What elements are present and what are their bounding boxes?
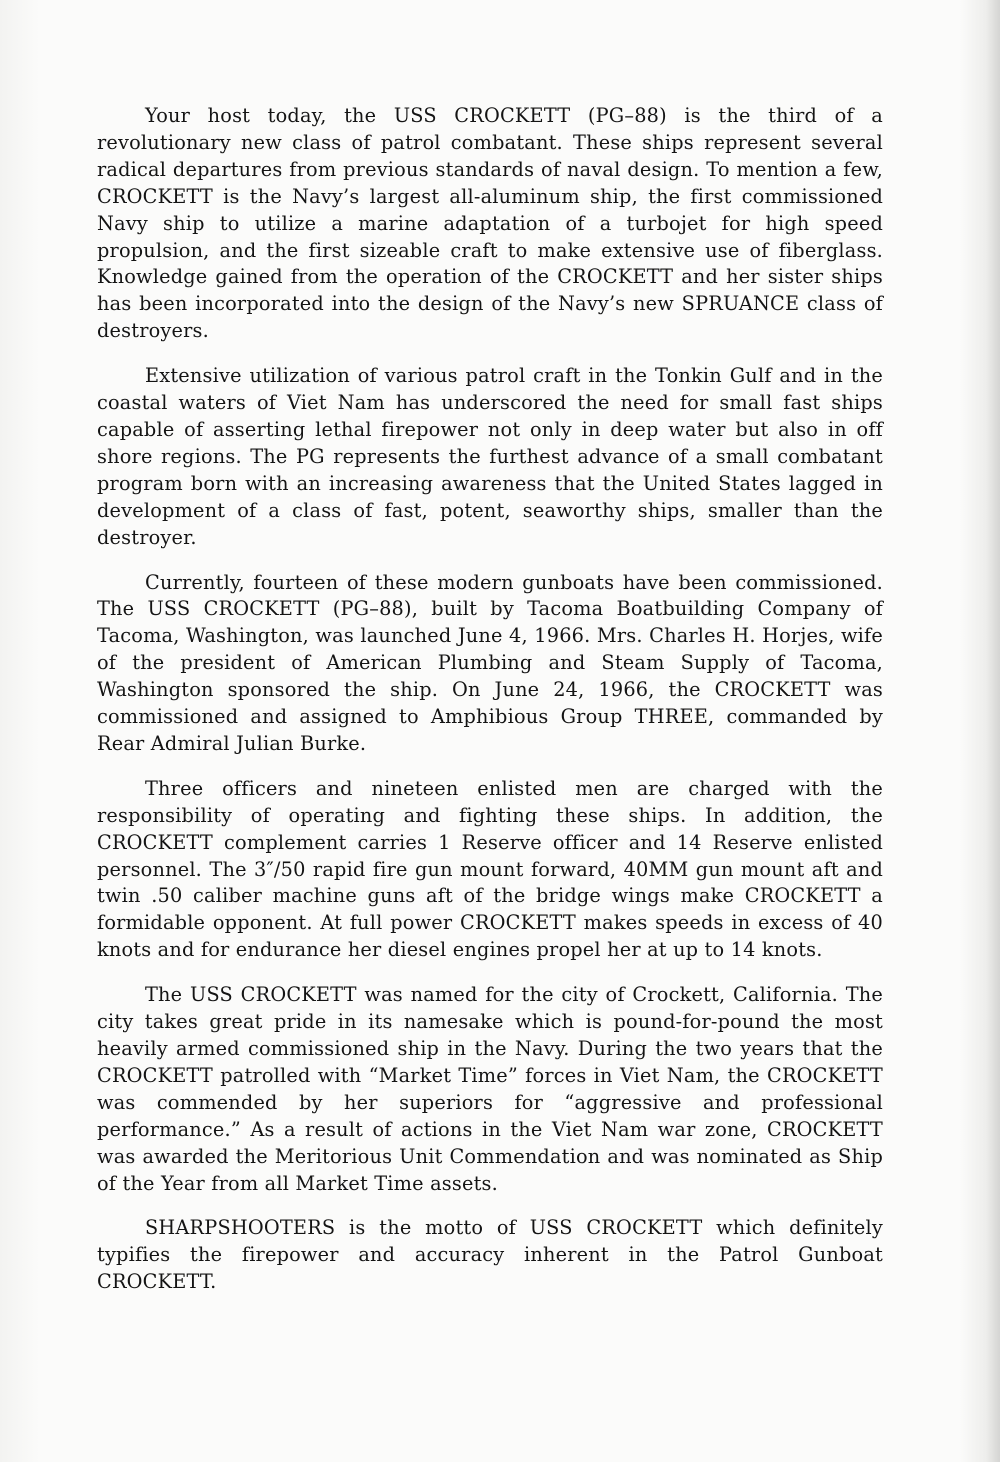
page-edge-shadow: [986, 0, 1000, 1462]
paragraph-patrol-craft: Extensive utilization of various patrol craft in the Tonkin Gulf and in the coastal waters of Viet Nam has underscored the need for small fast ships capable of asserting lethal firepower not only in deep water but also in off shore regions. The PG represents the furthest advance of a small combatant program born with an increasing awareness that the United States lagged in development of a class of fast, potent, seaworthy ships, smaller than the destroyer.: [97, 364, 883, 549]
paragraph-host-intro: Your host today, the USS CROCKETT (PG–88) is the third of a revolutionary new class of patrol combatant. These ships represent several radical departures from previous standards of naval design. To mention a few, CROCKETT is the Navy’s largest all-aluminum ship, the first commissioned Navy ship to utilize a marine adaptation of a turbojet for high speed propulsion, and the first sizeable craft to make extensive use of fiberglass. Knowledge gained from the operation of the CROCKETT and her sister ships has been incorporated into the design of the Navy’s new SPRUANCE class of destroyers.: [97, 104, 883, 343]
body-text: [97, 103, 883, 1296]
paragraph-namesake: The USS CROCKETT was named for the city of Crockett, California. The city takes great pride in its namesake which is pound-for-pound the most heavily armed commissioned ship in the Navy. During the two years that the CROCKETT patrolled with “Market Time” forces in Viet Nam, the CROCKETT was commended by her superiors for “aggressive and professional performance.” As a result of actions in the Viet Nam war zone, CROCKETT was awarded the Meritorious Unit Commendation and was nominated as Ship of the Year from all Market Time assets.: [97, 983, 883, 1195]
paragraph-commissioning: Currently, fourteen of these modern gunboats have been commissioned. The USS CROCKETT (PG–88), built by Tacoma Boatbuilding Company of Tacoma, Washington, was launched June 4, 1966. Mrs. Charles H. Horjes, wife of the president of American Plumbing and Steam Supply of Tacoma, Washington sponsored the ship. On June 24, 1966, the CROCKETT was commissioned and assigned to Amphibious Group THREE, commanded by Rear Admiral Julian Burke.: [97, 570, 883, 755]
paragraph-motto: SHARPSHOOTERS is the motto of USS CROCKETT which definitely typifies the firepower and accuracy inherent in the Patrol Gunboat CROCKETT.: [97, 1216, 883, 1294]
paragraph-crew-armament: Three officers and nineteen enlisted men are charged with the responsibility of operating and fighting these ships. In addition, the CROCKETT complement carries 1 Reserve officer and 14 Reserve enlisted personnel. The 3″/50 rapid fire gun mount forward, 40MM gun mount aft and twin .50 caliber machine guns aft of the bridge wings make CROCKETT a formidable opponent. At full power CROCKETT makes speeds in excess of 40 knots and for endurance her diesel engines propel her at up to 14 knots.: [97, 776, 883, 962]
